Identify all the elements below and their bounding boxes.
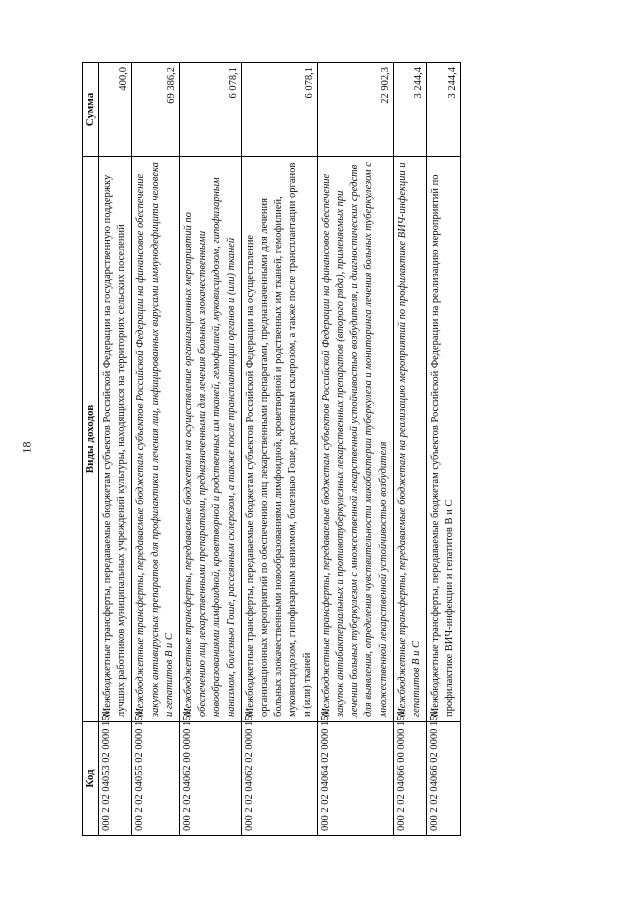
row-description: Межбюджетные трансферты, передаваемые бюджетам субъектов Российской Федерации на государственную поддержку лучших работников муниципальных учреждений культуры, находящихся на территориях сельских поселений (99, 157, 132, 722)
revenue-table (82, 62, 461, 836)
row-code: 000 2 02 04066 02 0000 151 (427, 722, 460, 836)
row-code: 000 2 02 04062 00 0000 151 (180, 722, 242, 836)
row-description: Межбюджетные трансферты, передаваемые бюджетам субъектов Российской Федерации на финансовое обеспечение закупок антибактериальных и противотуберкулезных лекарственных препаратов (второго ряда), применяемых при лечении больных туберкулезом с множественной лекарственной устойчивостью возбудителя, и диагностических средств для выявления, определения чувствительности микобактерии туберкулеза и мониторинга лечения больных туберкулезом с множественной лекарственной устойчивостью возбудителя (317, 157, 393, 722)
table-row (180, 63, 242, 836)
page-number: 18 (19, 441, 34, 454)
header-code: Код (83, 722, 99, 836)
table-row (132, 63, 180, 836)
row-amount: 400,0 (99, 63, 132, 157)
table-row (427, 63, 460, 836)
row-description: Межбюджетные трансферты, передаваемые бюджетам субъектов Российской Федерации на финансовое обеспечение закупок антивирусных препаратов для профилактики и лечения лиц, инфицированных вирусами иммунодефицита человека и гепатитов B и C (132, 157, 180, 722)
row-code: 000 2 02 04064 02 0000 151 (317, 722, 393, 836)
row-description: Межбюджетные трансферты, передаваемые бюджетам на осуществление организационных мероприятий по обеспечению лиц лекарственными препаратами, предназначенными для лечения больных злокачественными новообразованиями лимфоидной, кроветворной и родственных им тканей, гемофилией, муковисцидозом, гипофизарным нанизмом, болезнью Гоше, рассеянным склерозом, а также после трансплантации органов и (или) тканей (180, 157, 242, 722)
row-code: 000 2 02 04062 02 0000 151 (241, 722, 317, 836)
row-amount: 69 386,2 (132, 63, 180, 157)
row-amount: 6 078,1 (241, 63, 317, 157)
table-row (241, 63, 317, 836)
row-code: 000 2 02 04066 00 0000 151 (393, 722, 426, 836)
row-description: Межбюджетные трансферты, передаваемые бюджетам субъектов Российской Федерации на реализацию мероприятий по профилактике ВИЧ-инфекции и гепатитов B и C (427, 157, 460, 722)
header-amount: Сумма (83, 63, 99, 157)
row-code: 000 2 02 04053 02 0000 151 (99, 722, 132, 836)
table-row (317, 63, 393, 836)
row-code: 000 2 02 04055 02 0000 151 (132, 722, 180, 836)
header-description: Виды доходов (83, 157, 99, 722)
table-wrapper (82, 62, 546, 836)
table-header-row (83, 63, 99, 836)
table-row (99, 63, 132, 836)
rotated-table-area (82, 62, 546, 836)
row-amount: 22 902,3 (317, 63, 393, 157)
row-amount: 3 244,4 (393, 63, 426, 157)
row-description: Межбюджетные трансферты, передаваемые бюджетам субъектов Российской Федерации на осуществление организационных мероприятий по обеспечению лиц лекарственными препаратами, предназначенными для лечения больных злокачественными новообразованиями лимфоидной, кроветворной и родственных им тканей, гемофилией, муковисцидозом, гипофизарным нанизмом, болезнью Гоше, рассеянным склерозом, а также после трансплантации органов и (или) тканей (241, 157, 317, 722)
row-description: Межбюджетные трансферты, передаваемые бюджетам на реализацию мероприятий по профилактике ВИЧ-инфекции и гепатитов B и C (393, 157, 426, 722)
row-amount: 3 244,4 (427, 63, 460, 157)
table-row (393, 63, 426, 836)
row-amount: 6 078,1 (180, 63, 242, 157)
